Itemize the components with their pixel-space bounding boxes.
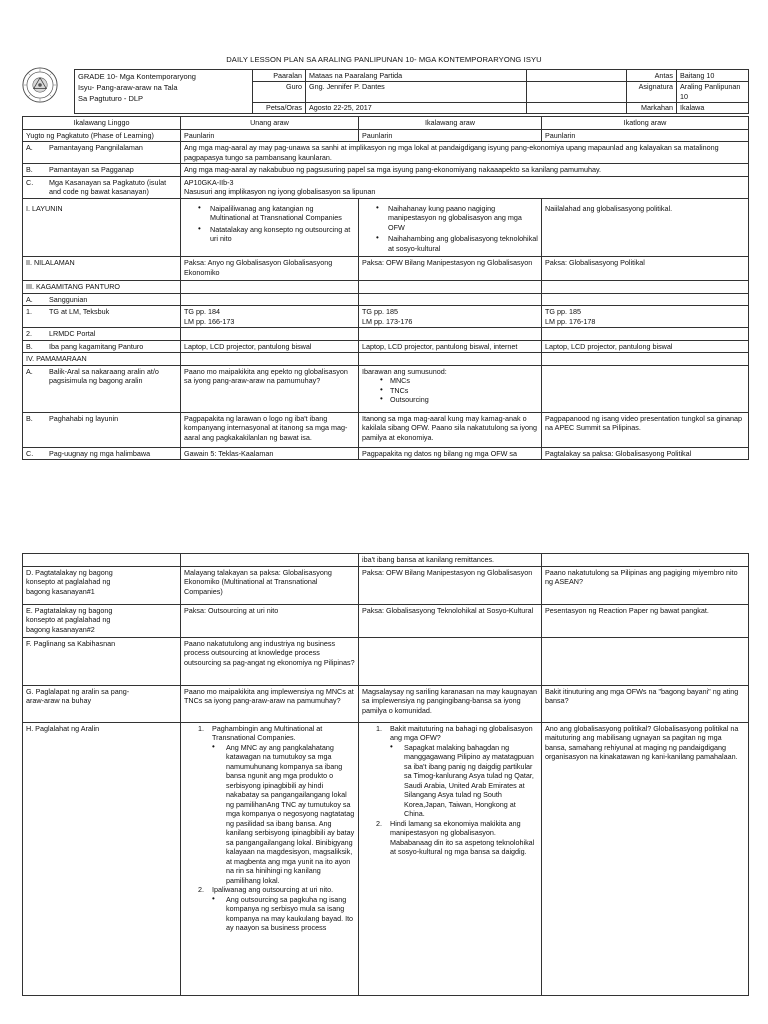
- header-table: [74, 69, 749, 114]
- pagtatalakay2-day2: Paksa: Globalisasyong Teknolohikal at Sosyo-Kultural: [359, 604, 542, 637]
- page-title: DAILY LESSON PLAN SA ARALING PANLIPUNAN 10- MGA KONTEMPORARYONG ISYU: [226, 55, 542, 64]
- nilalaman-day2: Paksa: OFW Bilang Manipestasyon ng Globalisasyon: [359, 257, 542, 281]
- row-label-tg-lm: 1. TG at LM, Teksbuk: [23, 306, 181, 328]
- row-label-yugto: Yugto ng Pagkatuto (Phase of Learning): [23, 129, 181, 142]
- col-head-week: Ikalawang Linggo: [23, 117, 181, 130]
- iba-day2: Laptop, LCD projector, pantulong biswal, internet: [359, 340, 542, 353]
- row-label-sanggunian: A. Sanggunian: [23, 293, 181, 306]
- list-item: 2. Ipaliwanag ang outsourcing at uri nito. • Ang outsourcing sa pagkuha ng isang kompanya ng serbisyo mula sa isang kompanya na may kaukulang bayad. Ito ay naayon sa business process: [198, 885, 355, 933]
- kasanayan-desc: Nasusuri ang implikasyon ng iyong globalisasyon sa lipunan: [184, 187, 376, 196]
- list-item: • TNCs: [380, 386, 538, 396]
- paghahabi-day2: Itanong sa mga mag-aaral kung may kamag-anak o kakilala sibang OFW. Paano sila nakatutulong sa iyong pamilya at ekonomiya.: [359, 412, 542, 447]
- list-item: • MNCs: [380, 376, 538, 386]
- paglinang-day1: Paano nakatutulong ang industriya ng business process outsourcing at knowledge process outsourcing sa pag-angat ng ekonomiya ng Pilipinas?: [181, 637, 359, 685]
- pag-uugnay-day3: Pagtalakay sa paksa: Globalisasyong Politikal: [542, 447, 749, 460]
- pamantayang-pangnilalaman-text: Ang mga mag-aaral ay may pag-unawa sa sanhi at implikasyon ng mga lokal at pandaigdigang isyung pang-ekonomiya upang mapaunlad ang kalayakan sa matalinong pagpapasya tungo sa pambansang kaunlaran.: [181, 142, 749, 164]
- lesson-table-page1: [22, 116, 749, 460]
- iba-day1: Laptop, LCD projector, pantulong biswal: [181, 340, 359, 353]
- row-label-paglalahat: H. Paglalahat ng Aralin: [23, 722, 181, 995]
- list-item: 1. Paghambingin ang Multinational at Transnational Companies. • Ang MNC ay ang pangkalahatang katawagan na tumutukoy sa mga namumuhunang kompanya sa ibang bansa ngunit ang mga produkto o serbisyong ipinagbibili ay hindi nakabatay sa pangangailangang lokal ng pamilihanAng TNC ay tumutukoy sa mga kompanya o negosyong nagtatatag ng pasilidad sa ibang bansa. Ang kanilang serbisyong ipinagbibili ay batay sa pangangailangang lokal. Binibigyang kalayaan na magdesisyon, magsaliksik, at magbenta ang mga yunit na ito ayon na rin sa hinihingi ng kanilang pamilihang lokal.: [198, 724, 355, 886]
- row-label-pamantayang-pangnilalaman: A. Pamantayang Pangnilalaman: [23, 142, 181, 164]
- label-petsa: Petsa/Oras: [253, 102, 306, 114]
- paglalapat-day3: Bakit itinuturing ang mga OFWs na "bagong bayani" ng ating bansa?: [542, 685, 749, 722]
- label-antas: Antas: [627, 70, 677, 82]
- pagtatalakay2-day3: Pesentasyon ng Reaction Paper ng bawat pangkat.: [542, 604, 749, 637]
- row-label-pagtatalakay-2: E. Pagtatalakay ng bagong konsepto at paglalahad ng bagong kasanayan#2: [23, 604, 181, 637]
- list-item: • Naipaliliwanag ang katangian ng Multinational at Transnational Companies: [198, 204, 355, 223]
- iba-day3: Laptop, LCD projector, pantulong biswal: [542, 340, 749, 353]
- list-item: • Ang MNC ay ang pangkalahatang katawagan na tumutukoy sa mga namumuhunang kompanya sa ibang bansa ngunit ang mga produkto o serbisyong ipinagbibili ay hindi nakabatay sa pangangailangang lokal ng pamilihanAng TNC ay tumutukoy sa mga kompanya o negosyong nagtatatag ng pasilidad sa ibang bansa. Ang kanilang serbisyong ipinagbibili ay batay sa pangangailangang lokal. Binibigyang kalayaan na magdesisyon, magsaliksik, at magbenta ang mga yunit na ito ayon na rin sa hinihingi ng kanilang pamilihang lokal.: [212, 743, 355, 886]
- nilalaman-day3: Paksa: Globalisasyong Politikal: [542, 257, 749, 281]
- grade-block: GRADE 10- Mga Kontemporaryong Isyu- Pang-araw-araw na Tala Sa Pagtuturo - DLP: [75, 70, 253, 114]
- kasanayan-code: AP10GKA-IIb-3: [184, 177, 234, 187]
- pagtatalakay1-day1: Malayang talakayan sa paksa: Globalisasyong Ekonomiko (Multinational at Transnational Companies): [181, 566, 359, 604]
- col-head-day1: Unang araw: [181, 117, 359, 130]
- layunin-day2: [359, 198, 542, 257]
- page-1: [0, 0, 768, 476]
- lesson-table-page2: [22, 553, 749, 996]
- list-item: • Sapagkat malaking bahagdan ng manggagawang Pilipino ay matatagpuan sa iba't ibang panig ng daigdig partikular sa Timog-kanlurang Asya tulad ng Qatar, Saudi Arabia, United Arab Emirates at Silangang Asya tulad ng South Korea,Japan, Taiwan, Hongkong at China.: [390, 743, 538, 819]
- list-item: • Naihahanay kung paano nagiging manipestasyon ng globalisasyon ang mga OFW: [376, 204, 538, 233]
- deped-seal-icon: [22, 67, 58, 103]
- row-label-layunin: I. LAYUNIN: [23, 198, 181, 257]
- row-label-pagtatalakay-1: D. Pagtatalakay ng bagong konsepto at paglalahad ng bagong kasanayan#1: [23, 566, 181, 604]
- list-item: 2. Hindi lamang sa ekonomiya makikita ang manipestasyon ng globalisasyon. Mababanaag din ito sa aspetong teknolohikal at sosyo-kultural ng mga bansa sa daigdig.: [376, 818, 535, 856]
- row-label-kasanayan: C. Mga Kasanayan sa Pagkatuto (isulat and code ng bawat kasanayan): [23, 176, 181, 198]
- col-head-day2: Ikalawang araw: [359, 117, 542, 130]
- pag-uugnay-day1: Gawain 5: Teklas-Kaalaman: [181, 447, 359, 460]
- page-gap: [0, 476, 768, 540]
- paghahabi-day1: Pagpapakita ng larawan o logo ng iba't ibang kompanyang internasyonal at itanong sa mga mag-aaral ang pagkakakilanlan ng bawat isa.: [181, 412, 359, 447]
- paglalapat-day2: Magsalaysay ng sariling karanasan na may kaugnayan sa implewensiya ng pangingibang-bansa sa iyong pamilya o komunidad.: [359, 685, 542, 722]
- value-paaralan: Mataas na Paaralang Partida: [306, 70, 527, 82]
- paglalahat-day1: [181, 722, 359, 995]
- pag-uugnay-day2: Pagpapakita ng datos ng bilang ng mga OFW sa: [359, 447, 542, 460]
- value-guro: Gng. Jennifer P. Dantes: [306, 81, 527, 102]
- continued-day2: iba't ibang bansa at kanilang remittances.: [359, 554, 542, 567]
- row-label-pamamaraan: IV. PAMAMARAAN: [23, 353, 181, 366]
- layunin-day3: Naiilalahad ang globalisasyong politikal.: [542, 198, 749, 257]
- paglalapat-day1: Paano mo maipakikita ang implewensiya ng MNCs at TNCs sa iyong pang-araw-araw na pamumuhay?: [181, 685, 359, 722]
- paglalahat-day2: [359, 722, 542, 995]
- row-label-pag-uugnay: C. Pag-uugnay ng mga halimbawa: [23, 447, 181, 460]
- label-paaralan: Paaralan: [253, 70, 306, 82]
- row-label-nilalaman: II. NILALAMAN: [23, 257, 181, 281]
- list-item: • Ang outsourcing sa pagkuha ng isang kompanya ng serbisyo mula sa isang kompanya na may kaukulang bayad. Ito ay naayon sa business process: [212, 895, 355, 933]
- col-head-day3: Ikatlong araw: [542, 117, 749, 130]
- page-2: [0, 540, 768, 1024]
- layunin-day1: [181, 198, 359, 257]
- list-item: • Outsourcing: [380, 395, 538, 405]
- paglalahat-day3: Ano ang globalisasyong politikal? Globalisasyong politikal na maituturing ang mabilisang ugnayan sa pagitan ng mga bansa, samahang rehiyunal at maging ng pandaigdigang organisasyon na kinakatawan ng kani-kanilang pamahalaan.: [542, 722, 749, 995]
- list-item: 1. Bakit maituturing na bahagi ng globalisasyon ang mga OFW? • Sapagkat malaking bahagdan ng manggagawang Pilipino ay matatagpuan sa iba't ibang panig ng daigdig partikular sa Timog-kanlurang Asya tulad ng Qatar, Saudi Arabia, United Arab Emirates at Silangang Asya tulad ng South Korea,Japan, Taiwan, Hongkong at China.: [376, 724, 538, 819]
- value-petsa: Agosto 22-25, 2017: [306, 102, 527, 114]
- label-markahan: Markahan: [627, 102, 677, 114]
- value-markahan: Ikalawa: [677, 102, 749, 114]
- yugto-day2: Paunlarin: [359, 129, 542, 142]
- row-label-lrmdc: 2. LRMDC Portal: [23, 328, 181, 341]
- balik-day2: Ibarawan ang sumusunod: • MNCs • TNCs • Outsourcing: [359, 365, 542, 412]
- list-item: • Natatalakay ang konsepto ng outsourcing at uri nito: [198, 225, 355, 244]
- label-guro: Guro: [253, 81, 306, 102]
- pagtatalakay1-day3: Paano nakatutulong sa Pilipinas ang pagiging miyembro nito ng ASEAN?: [542, 566, 749, 604]
- nilalaman-day1: Paksa: Anyo ng Globalisasyon Globalisasyong Ekonomiko: [181, 257, 359, 281]
- balik-day1: Paano mo maipakikita ang epekto ng globalisasyon sa iyong pang-araw-araw na pamumuhay?: [181, 365, 359, 412]
- pagtatalakay2-day1: Paksa: Outsourcing at uri nito: [181, 604, 359, 637]
- row-label-kagamitan: III. KAGAMITANG PANTURO: [23, 281, 181, 294]
- value-antas: Baitang 10: [677, 70, 749, 82]
- row-label-paglinang: F. Paglinang sa Kabihasnan: [23, 637, 181, 685]
- row-label-paglalapat: G. Paglalapat ng aralin sa pang- araw-araw na buhay: [23, 685, 181, 722]
- value-asignatura: Araling Panlipunan 10: [677, 81, 749, 102]
- list-item: • Naihahambing ang globalisasyong teknolohikal at sosyo-kultural: [376, 234, 538, 253]
- pamantayan-pagganap-text: Ang mga mag-aaral ay nakabubuo ng pagsusuring papel sa mga isyung pang-ekonomiyang nakaaapekto sa kanilang pamumuhay.: [181, 164, 749, 177]
- row-label-pamantayan-pagganap: B. Pamantayan sa Pagganap: [23, 164, 181, 177]
- kasanayan-text: [181, 176, 749, 198]
- pagtatalakay1-day2: Paksa: OFW Bilang Manipestasyon ng Globalisasyon: [359, 566, 542, 604]
- tg-day1: TG pp. 184 LM pp. 166-173: [181, 306, 359, 328]
- tg-day2: TG pp. 185 LM pp. 173-176: [359, 306, 542, 328]
- row-label-balik-aral: A. Balik-Aral sa nakaraang aralin at/o pagsisimula ng bagong aralin: [23, 365, 181, 412]
- paghahabi-day3: Pagpapanood ng isang video presentation tungkol sa ginanap na APEC Summit sa Pilipinas.: [542, 412, 749, 447]
- label-asignatura: Asignatura: [627, 81, 677, 102]
- yugto-day1: Paunlarin: [181, 129, 359, 142]
- tg-day3: TG pp. 185 LM pp. 176-178: [542, 306, 749, 328]
- yugto-day3: Paunlarin: [542, 129, 749, 142]
- row-label-iba-pang-kagamitan: B. Iba pang kagamitang Panturo: [23, 340, 181, 353]
- row-label-paghahabi: B. Paghahabi ng layunin: [23, 412, 181, 447]
